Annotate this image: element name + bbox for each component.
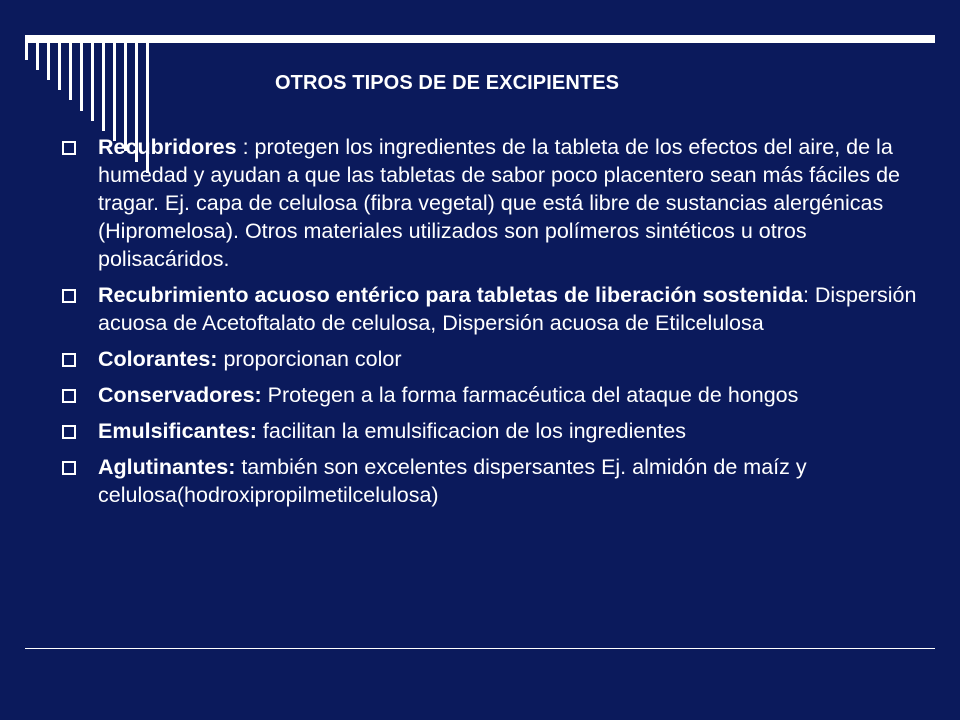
decorative-bar	[36, 43, 39, 70]
decorative-bar	[69, 43, 72, 100]
bullet-text	[98, 381, 934, 409]
decorative-bar	[58, 43, 61, 90]
bullet-text	[98, 417, 934, 445]
bullet-list	[62, 133, 934, 517]
decorative-bar	[113, 43, 116, 141]
bullet-description: : Dispersión acuosa de Acetoftalato de celulosa, Dispersión acuosa de Etilcelulosa	[98, 283, 917, 335]
bullet-item-recubridores	[62, 133, 934, 273]
bullet-term: Aglutinantes:	[98, 455, 236, 479]
slide-title: OTROS TIPOS DE DE EXCIPIENTES	[275, 72, 620, 94]
bullet-description: : protegen los ingredientes de la tableta de los efectos del aire, de la humedad y ayudan a que las tabletas de sabor poco placentero sean más fáciles de tragar. Ej. capa de celulosa (fibra vegetal) que está libre de sustancias alergénicas (Hipromelosa). Otros materiales utilizados son polímeros sintéticos u otros polisacáridos.	[98, 135, 900, 271]
decorative-bar	[102, 43, 105, 131]
hollow-square-icon	[62, 425, 76, 439]
bullet-description: Protegen a la forma farmacéutica del ataque de hongos	[261, 383, 799, 407]
bullet-description: facilitan la emulsificacion de los ingredientes	[256, 419, 686, 443]
bottom-border-line	[25, 648, 935, 649]
bullet-term: Colorantes:	[98, 347, 218, 371]
decorative-bar	[47, 43, 50, 80]
bullet-text	[98, 345, 934, 373]
bullet-text	[98, 133, 934, 273]
bullet-item-recubrimiento	[62, 281, 934, 337]
bullet-item-colorantes	[62, 345, 934, 373]
hollow-square-icon	[62, 353, 76, 367]
decorative-bar	[91, 43, 94, 121]
top-border-line	[25, 35, 935, 43]
decorative-bar	[25, 43, 28, 60]
bullet-item-emulsificantes	[62, 417, 934, 445]
bullet-text	[98, 281, 934, 337]
decorative-bar	[80, 43, 83, 111]
bullet-term: Recubrimiento acuoso entérico para tabletas de liberación sostenida	[98, 283, 803, 307]
bullet-description: también son excelentes dispersantes Ej. almidón de maíz y celulosa(hodroxipropilmetilcelulosa)	[98, 455, 807, 507]
bullet-term: Recubridores	[98, 135, 237, 159]
bullet-description: proporcionan color	[217, 347, 402, 371]
bullet-item-aglutinantes	[62, 453, 934, 509]
hollow-square-icon	[62, 389, 76, 403]
bullet-term: Conservadores:	[98, 383, 262, 407]
hollow-square-icon	[62, 461, 76, 475]
bullet-item-conservadores	[62, 381, 934, 409]
bullet-text	[98, 453, 934, 509]
bullet-term: Emulsificantes:	[98, 419, 257, 443]
hollow-square-icon	[62, 289, 76, 303]
hollow-square-icon	[62, 141, 76, 155]
